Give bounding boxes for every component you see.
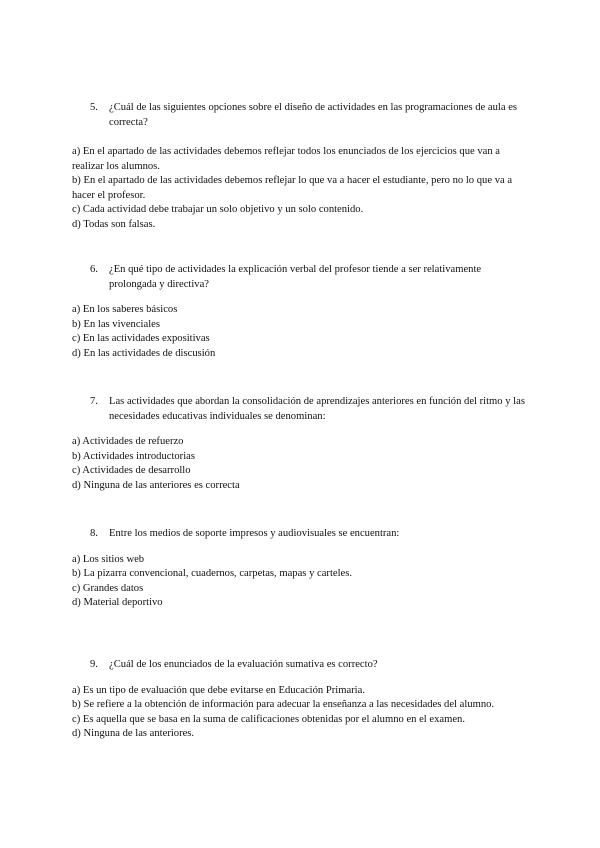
answer-option-b: b) En el apartado de las actividades debemos reflejar lo que va a hacer el estudiante, pero no lo que va a hacer el profesor.	[72, 175, 513, 201]
answer-option-a: a) En el apartado de las actividades debemos reflejar todos los enunciados de los ejercicios que van a realizar los alumnos.	[72, 146, 501, 172]
answer-option-c: c) Grandes datos	[72, 582, 144, 594]
question-number: 9.	[90, 659, 98, 670]
question-5	[0, 101, 600, 232]
question-8	[0, 527, 600, 611]
answer-option-c: c) En las actividades expositivas	[72, 333, 210, 344]
answer-option-b: b) Se refiere a la obtención de información para adecuar la enseñanza a las necesidades del alumno.	[72, 699, 495, 710]
answer-option-b: b) En las vivenciales	[72, 318, 160, 330]
answer-option-c: c) Cada actividad debe trabajar un solo objetivo y un solo contenido.	[72, 204, 364, 215]
answer-option-c: c) Actividades de desarrollo	[72, 465, 191, 476]
question-9	[0, 658, 600, 742]
answer-option-b: b) Actividades introductorias	[72, 450, 195, 462]
question-7	[0, 395, 600, 493]
question-text: ¿Cuál de los enunciados de la evaluación sumativa es correcto?	[109, 659, 378, 670]
question-text: Las actividades que abordan la consolidación de aprendizajes anteriores en función del ritmo y las necesidades educativas individuales se denominan:	[109, 396, 525, 422]
answer-option-c: c) Es aquella que se basa en la suma de calificaciones obtenidas por el alumno en el examen.	[72, 713, 465, 725]
question-stem	[90, 263, 530, 292]
answer-option-a: a) Actividades de refuerzo	[72, 436, 184, 447]
answer-options	[72, 684, 532, 742]
question-stem	[90, 527, 530, 542]
answer-option-a: a) Es un tipo de evaluación que debe evitarse en Educación Primaria.	[72, 684, 365, 696]
answer-options	[72, 553, 532, 611]
question-text: Entre los medios de soporte impresos y audiovisuales se encuentran:	[109, 528, 400, 539]
answer-option-d: d) Ninguna de las anteriores es correcta	[72, 479, 240, 491]
question-number: 8.	[90, 528, 98, 539]
answer-option-d: d) Material deportivo	[72, 597, 163, 608]
question-6	[0, 263, 600, 361]
question-stem	[90, 658, 530, 673]
question-stem	[90, 395, 530, 424]
question-number: 5.	[90, 102, 98, 113]
question-number: 6.	[90, 264, 98, 275]
answer-option-d: d) En las actividades de discusión	[72, 347, 216, 359]
question-stem	[90, 101, 530, 130]
answer-option-d: d) Ninguna de las anteriores.	[72, 728, 195, 739]
answer-option-d: d) Todas son falsas.	[72, 218, 156, 230]
answer-options	[72, 435, 532, 493]
answer-option-a: a) Los sitios web	[72, 553, 145, 565]
answer-options	[72, 303, 532, 361]
question-number: 7.	[90, 396, 98, 407]
answer-option-a: a) En los saberes básicos	[72, 304, 178, 315]
answer-option-b: b) La pizarra convencional, cuadernos, carpetas, mapas y carteles.	[72, 568, 353, 579]
question-text: ¿Cuál de las siguientes opciones sobre el diseño de actividades en las programaciones de aula es correcta?	[109, 102, 518, 128]
question-text: ¿En qué tipo de actividades la explicación verbal del profesor tiende a ser relativamente prolongada y directiva?	[109, 264, 482, 290]
answer-options	[72, 145, 532, 232]
